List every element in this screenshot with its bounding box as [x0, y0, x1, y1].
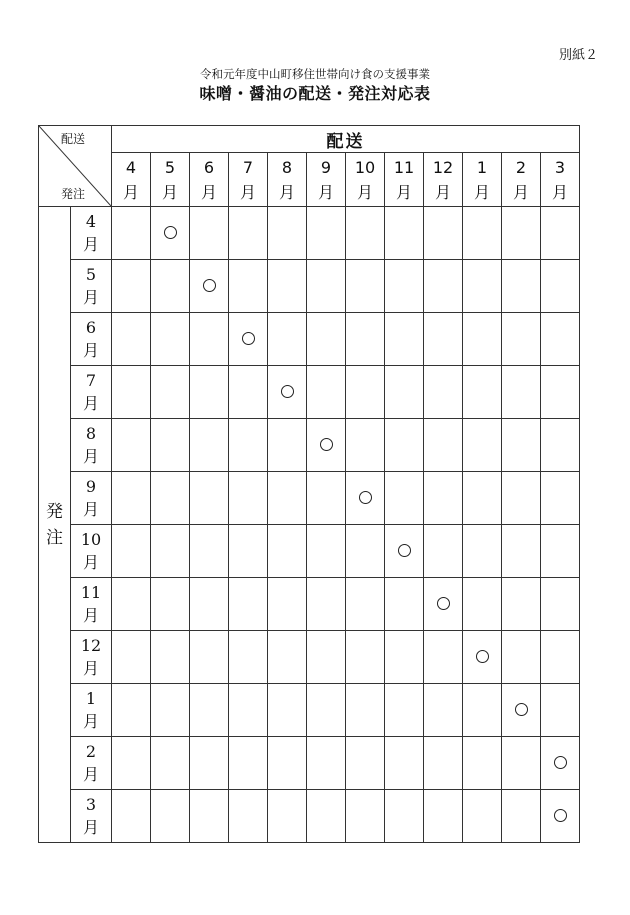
schedule-cell: [307, 525, 346, 578]
delivery-month-number: 9: [320, 157, 332, 177]
delivery-month-suffix: 月: [317, 182, 334, 202]
schedule-cell: [151, 525, 190, 578]
schedule-cell: [424, 260, 463, 313]
schedule-cell: [112, 313, 151, 366]
schedule-cell: [346, 419, 385, 472]
order-month-number: 3: [85, 795, 97, 814]
schedule-cell: [190, 260, 229, 313]
schedule-cell: [229, 578, 268, 631]
schedule-cell: [385, 366, 424, 419]
delivery-mark-icon: [476, 650, 489, 663]
delivery-month-number: 2: [515, 157, 527, 177]
delivery-month-header-9: [307, 153, 346, 207]
schedule-cell: [541, 578, 580, 631]
schedule-cell: [151, 631, 190, 684]
order-row: [39, 578, 580, 631]
schedule-cell: [385, 207, 424, 260]
schedule-cell: [190, 525, 229, 578]
schedule-cell: [463, 578, 502, 631]
order-month-suffix: 月: [82, 447, 99, 466]
schedule-cell: [112, 790, 151, 843]
schedule-cell: [190, 631, 229, 684]
corner-delivery-label: 配送: [61, 132, 86, 146]
schedule-cell: [229, 631, 268, 684]
delivery-month-header-12: [424, 153, 463, 207]
delivery-month-header-2: [502, 153, 541, 207]
schedule-cell: [502, 313, 541, 366]
delivery-month-header-1: [463, 153, 502, 207]
schedule-cell: [424, 419, 463, 472]
schedule-cell: [190, 578, 229, 631]
order-month-suffix: 月: [82, 341, 99, 360]
schedule-cell: [229, 419, 268, 472]
schedule-cell: [424, 207, 463, 260]
delivery-mark-icon: [554, 756, 567, 769]
schedule-cell: [502, 737, 541, 790]
schedule-cell: [229, 366, 268, 419]
schedule-cell: [424, 578, 463, 631]
delivery-mark-icon: [203, 279, 216, 292]
schedule-cell: [385, 525, 424, 578]
order-month-number: 2: [85, 742, 97, 761]
schedule-cell: [268, 631, 307, 684]
schedule-cell: [346, 472, 385, 525]
schedule-cell: [346, 366, 385, 419]
delivery-month-suffix: 月: [551, 182, 568, 202]
order-month-number: 5: [85, 265, 97, 284]
schedule-cell: [307, 578, 346, 631]
order-month-label-5: [71, 260, 112, 313]
schedule-cell: [151, 737, 190, 790]
schedule-cell: [346, 684, 385, 737]
document-subtitle: 令和元年度中山町移住世帯向け食の支援事業: [200, 67, 430, 81]
schedule-cell: [463, 631, 502, 684]
schedule-cell: [268, 419, 307, 472]
schedule-cell: [268, 260, 307, 313]
delivery-month-suffix: 月: [434, 182, 451, 202]
schedule-cell: [385, 578, 424, 631]
delivery-mark-icon: [242, 332, 255, 345]
schedule-cell: [190, 790, 229, 843]
schedule-cell: [463, 737, 502, 790]
schedule-cell: [463, 472, 502, 525]
order-month-label-11: [71, 578, 112, 631]
schedule-cell: [307, 366, 346, 419]
schedule-cell: [463, 366, 502, 419]
schedule-cell: [541, 207, 580, 260]
schedule-cell: [385, 684, 424, 737]
schedule-cell: [385, 631, 424, 684]
schedule-cell: [502, 260, 541, 313]
order-month-label-12: [71, 631, 112, 684]
schedule-cell: [151, 260, 190, 313]
order-month-label-3: [71, 790, 112, 843]
document-title: 味噌・醤油の配送・発注対応表: [199, 84, 431, 103]
order-month-suffix: 月: [82, 765, 99, 784]
schedule-cell: [268, 790, 307, 843]
schedule-cell: [502, 578, 541, 631]
schedule-cell: [424, 790, 463, 843]
schedule-cell: [541, 631, 580, 684]
schedule-cell: [307, 419, 346, 472]
delivery-month-suffix: 月: [200, 182, 217, 202]
schedule-cell: [229, 207, 268, 260]
order-month-label-10: [71, 525, 112, 578]
header-row-1: [39, 126, 580, 153]
order-month-number: 4: [85, 212, 97, 231]
schedule-cell: [346, 525, 385, 578]
schedule-cell: [112, 419, 151, 472]
delivery-month-suffix: 月: [512, 182, 529, 202]
schedule-cell: [346, 207, 385, 260]
schedule-cell: [112, 737, 151, 790]
schedule-cell: [463, 419, 502, 472]
order-month-suffix: 月: [82, 288, 99, 307]
schedule-cell: [424, 737, 463, 790]
order-month-label-2: [71, 737, 112, 790]
delivery-month-number: 8: [281, 157, 293, 177]
schedule-cell: [151, 419, 190, 472]
order-month-number: 6: [85, 318, 97, 337]
order-month-suffix: 月: [82, 394, 99, 413]
order-month-label-1: [71, 684, 112, 737]
order-month-suffix: 月: [82, 818, 99, 837]
order-month-number: 10: [80, 530, 102, 549]
order-month-label-6: [71, 313, 112, 366]
order-row: [39, 260, 580, 313]
delivery-month-number: 6: [203, 157, 215, 177]
delivery-mark-icon: [359, 491, 372, 504]
schedule-cell: [463, 525, 502, 578]
schedule-cell: [190, 737, 229, 790]
schedule-cell: [112, 578, 151, 631]
delivery-header: 配送: [112, 126, 580, 153]
order-month-number: 12: [80, 636, 102, 655]
order-row: [39, 790, 580, 843]
schedule-cell: [151, 313, 190, 366]
schedule-cell: [190, 366, 229, 419]
schedule-cell: [541, 525, 580, 578]
schedule-cell: [502, 631, 541, 684]
corner-order-label: 発注: [61, 187, 86, 201]
delivery-month-number: 1: [476, 157, 488, 177]
schedule-cell: [424, 366, 463, 419]
schedule-cell: [229, 684, 268, 737]
schedule-cell: [190, 684, 229, 737]
schedule-cell: [463, 684, 502, 737]
schedule-cell: [229, 313, 268, 366]
header-row-2: [39, 153, 580, 207]
order-month-label-7: [71, 366, 112, 419]
schedule-cell: [502, 207, 541, 260]
schedule-cell: [112, 366, 151, 419]
delivery-month-number: 5: [164, 157, 176, 177]
delivery-month-header-8: [268, 153, 307, 207]
order-month-number: 9: [85, 477, 97, 496]
order-month-number: 8: [85, 424, 97, 443]
schedule-cell: [151, 578, 190, 631]
order-month-label-8: [71, 419, 112, 472]
schedule-cell: [151, 472, 190, 525]
delivery-mark-icon: [437, 597, 450, 610]
schedule-cell: [307, 207, 346, 260]
schedule-cell: [190, 207, 229, 260]
schedule-cell: [268, 313, 307, 366]
delivery-month-number: 3: [554, 157, 566, 177]
schedule-cell: [463, 790, 502, 843]
order-month-number: 11: [80, 583, 102, 602]
delivery-mark-icon: [515, 703, 528, 716]
order-month-suffix: 月: [82, 553, 99, 572]
order-month-suffix: 月: [82, 606, 99, 625]
order-month-suffix: 月: [82, 235, 99, 254]
schedule-table: [38, 125, 580, 843]
delivery-month-suffix: 月: [356, 182, 373, 202]
schedule-cell: [346, 631, 385, 684]
delivery-month-suffix: 月: [278, 182, 295, 202]
delivery-month-suffix: 月: [395, 182, 412, 202]
schedule-cell: [112, 207, 151, 260]
schedule-cell: [463, 207, 502, 260]
schedule-cell: [385, 260, 424, 313]
delivery-month-suffix: 月: [239, 182, 256, 202]
schedule-cell: [541, 472, 580, 525]
schedule-cell: [385, 419, 424, 472]
schedule-cell: [502, 472, 541, 525]
schedule-cell: [151, 684, 190, 737]
schedule-cell: [229, 260, 268, 313]
delivery-mark-icon: [164, 226, 177, 239]
order-month-number: 7: [85, 371, 97, 390]
schedule-cell: [385, 737, 424, 790]
schedule-cell: [424, 525, 463, 578]
delivery-month-suffix: 月: [122, 182, 139, 202]
schedule-cell: [346, 790, 385, 843]
schedule-cell: [346, 260, 385, 313]
delivery-month-suffix: 月: [473, 182, 490, 202]
delivery-mark-icon: [281, 385, 294, 398]
schedule-cell: [541, 737, 580, 790]
schedule-cell: [385, 313, 424, 366]
schedule-cell: [307, 684, 346, 737]
schedule-cell: [229, 790, 268, 843]
delivery-month-number: 10: [354, 157, 376, 177]
schedule-cell: [346, 578, 385, 631]
order-row: [39, 525, 580, 578]
delivery-month-header-11: [385, 153, 424, 207]
schedule-cell: [268, 472, 307, 525]
delivery-month-number: 7: [242, 157, 254, 177]
order-row: [39, 684, 580, 737]
schedule-cell: [307, 260, 346, 313]
schedule-cell: [307, 631, 346, 684]
schedule-cell: [385, 790, 424, 843]
delivery-month-suffix: 月: [161, 182, 178, 202]
delivery-month-number: 4: [125, 157, 137, 177]
delivery-mark-icon: [398, 544, 411, 557]
schedule-cell: [307, 737, 346, 790]
schedule-cell: [541, 790, 580, 843]
schedule-cell: [307, 313, 346, 366]
schedule-cell: [229, 525, 268, 578]
schedule-cell: [502, 419, 541, 472]
schedule-cell: [151, 207, 190, 260]
schedule-cell: [307, 472, 346, 525]
schedule-cell: [463, 313, 502, 366]
order-row: [39, 631, 580, 684]
schedule-cell: [190, 313, 229, 366]
delivery-month-header-10: [346, 153, 385, 207]
order-row: [39, 207, 580, 260]
corner-cell: [39, 126, 112, 207]
schedule-cell: [268, 578, 307, 631]
schedule-cell: [112, 260, 151, 313]
schedule-cell: [268, 737, 307, 790]
order-month-label-4: [71, 207, 112, 260]
schedule-cell: [112, 525, 151, 578]
order-month-label-9: [71, 472, 112, 525]
order-header-char: 発: [46, 501, 63, 522]
delivery-month-header-4: [112, 153, 151, 207]
schedule-cell: [424, 631, 463, 684]
schedule-cell: [190, 472, 229, 525]
schedule-cell: [268, 207, 307, 260]
order-row: [39, 419, 580, 472]
delivery-month-number: 11: [393, 157, 415, 177]
annex-label: 別紙２: [558, 48, 598, 63]
schedule-cell: [541, 313, 580, 366]
schedule-cell: [424, 313, 463, 366]
delivery-mark-icon: [554, 809, 567, 822]
schedule-cell: [463, 260, 502, 313]
schedule-cell: [541, 419, 580, 472]
delivery-month-header-3: [541, 153, 580, 207]
delivery-month-header-5: [151, 153, 190, 207]
order-row: [39, 313, 580, 366]
schedule-cell: [346, 313, 385, 366]
order-header: [39, 207, 71, 843]
order-month-suffix: 月: [82, 659, 99, 678]
schedule-cell: [151, 366, 190, 419]
order-month-number: 1: [85, 689, 97, 708]
schedule-cell: [151, 790, 190, 843]
schedule-cell: [385, 472, 424, 525]
order-month-suffix: 月: [82, 712, 99, 731]
order-header-char: 注: [46, 527, 63, 548]
order-row: [39, 366, 580, 419]
schedule-cell: [541, 684, 580, 737]
schedule-cell: [268, 366, 307, 419]
delivery-month-header-6: [190, 153, 229, 207]
schedule-cell: [229, 472, 268, 525]
delivery-month-number: 12: [432, 157, 454, 177]
schedule-cell: [112, 684, 151, 737]
schedule-cell: [502, 366, 541, 419]
schedule-cell: [268, 525, 307, 578]
schedule-cell: [502, 684, 541, 737]
schedule-cell: [190, 419, 229, 472]
order-row: [39, 737, 580, 790]
schedule-cell: [229, 737, 268, 790]
schedule-cell: [424, 684, 463, 737]
schedule-cell: [502, 525, 541, 578]
schedule-cell: [502, 790, 541, 843]
schedule-cell: [307, 790, 346, 843]
schedule-cell: [424, 472, 463, 525]
schedule-cell: [541, 366, 580, 419]
schedule-cell: [112, 472, 151, 525]
delivery-mark-icon: [320, 438, 333, 451]
order-month-suffix: 月: [82, 500, 99, 519]
schedule-cell: [541, 260, 580, 313]
delivery-month-header-7: [229, 153, 268, 207]
schedule-cell: [346, 737, 385, 790]
schedule-cell: [268, 684, 307, 737]
schedule-cell: [112, 631, 151, 684]
order-row: [39, 472, 580, 525]
